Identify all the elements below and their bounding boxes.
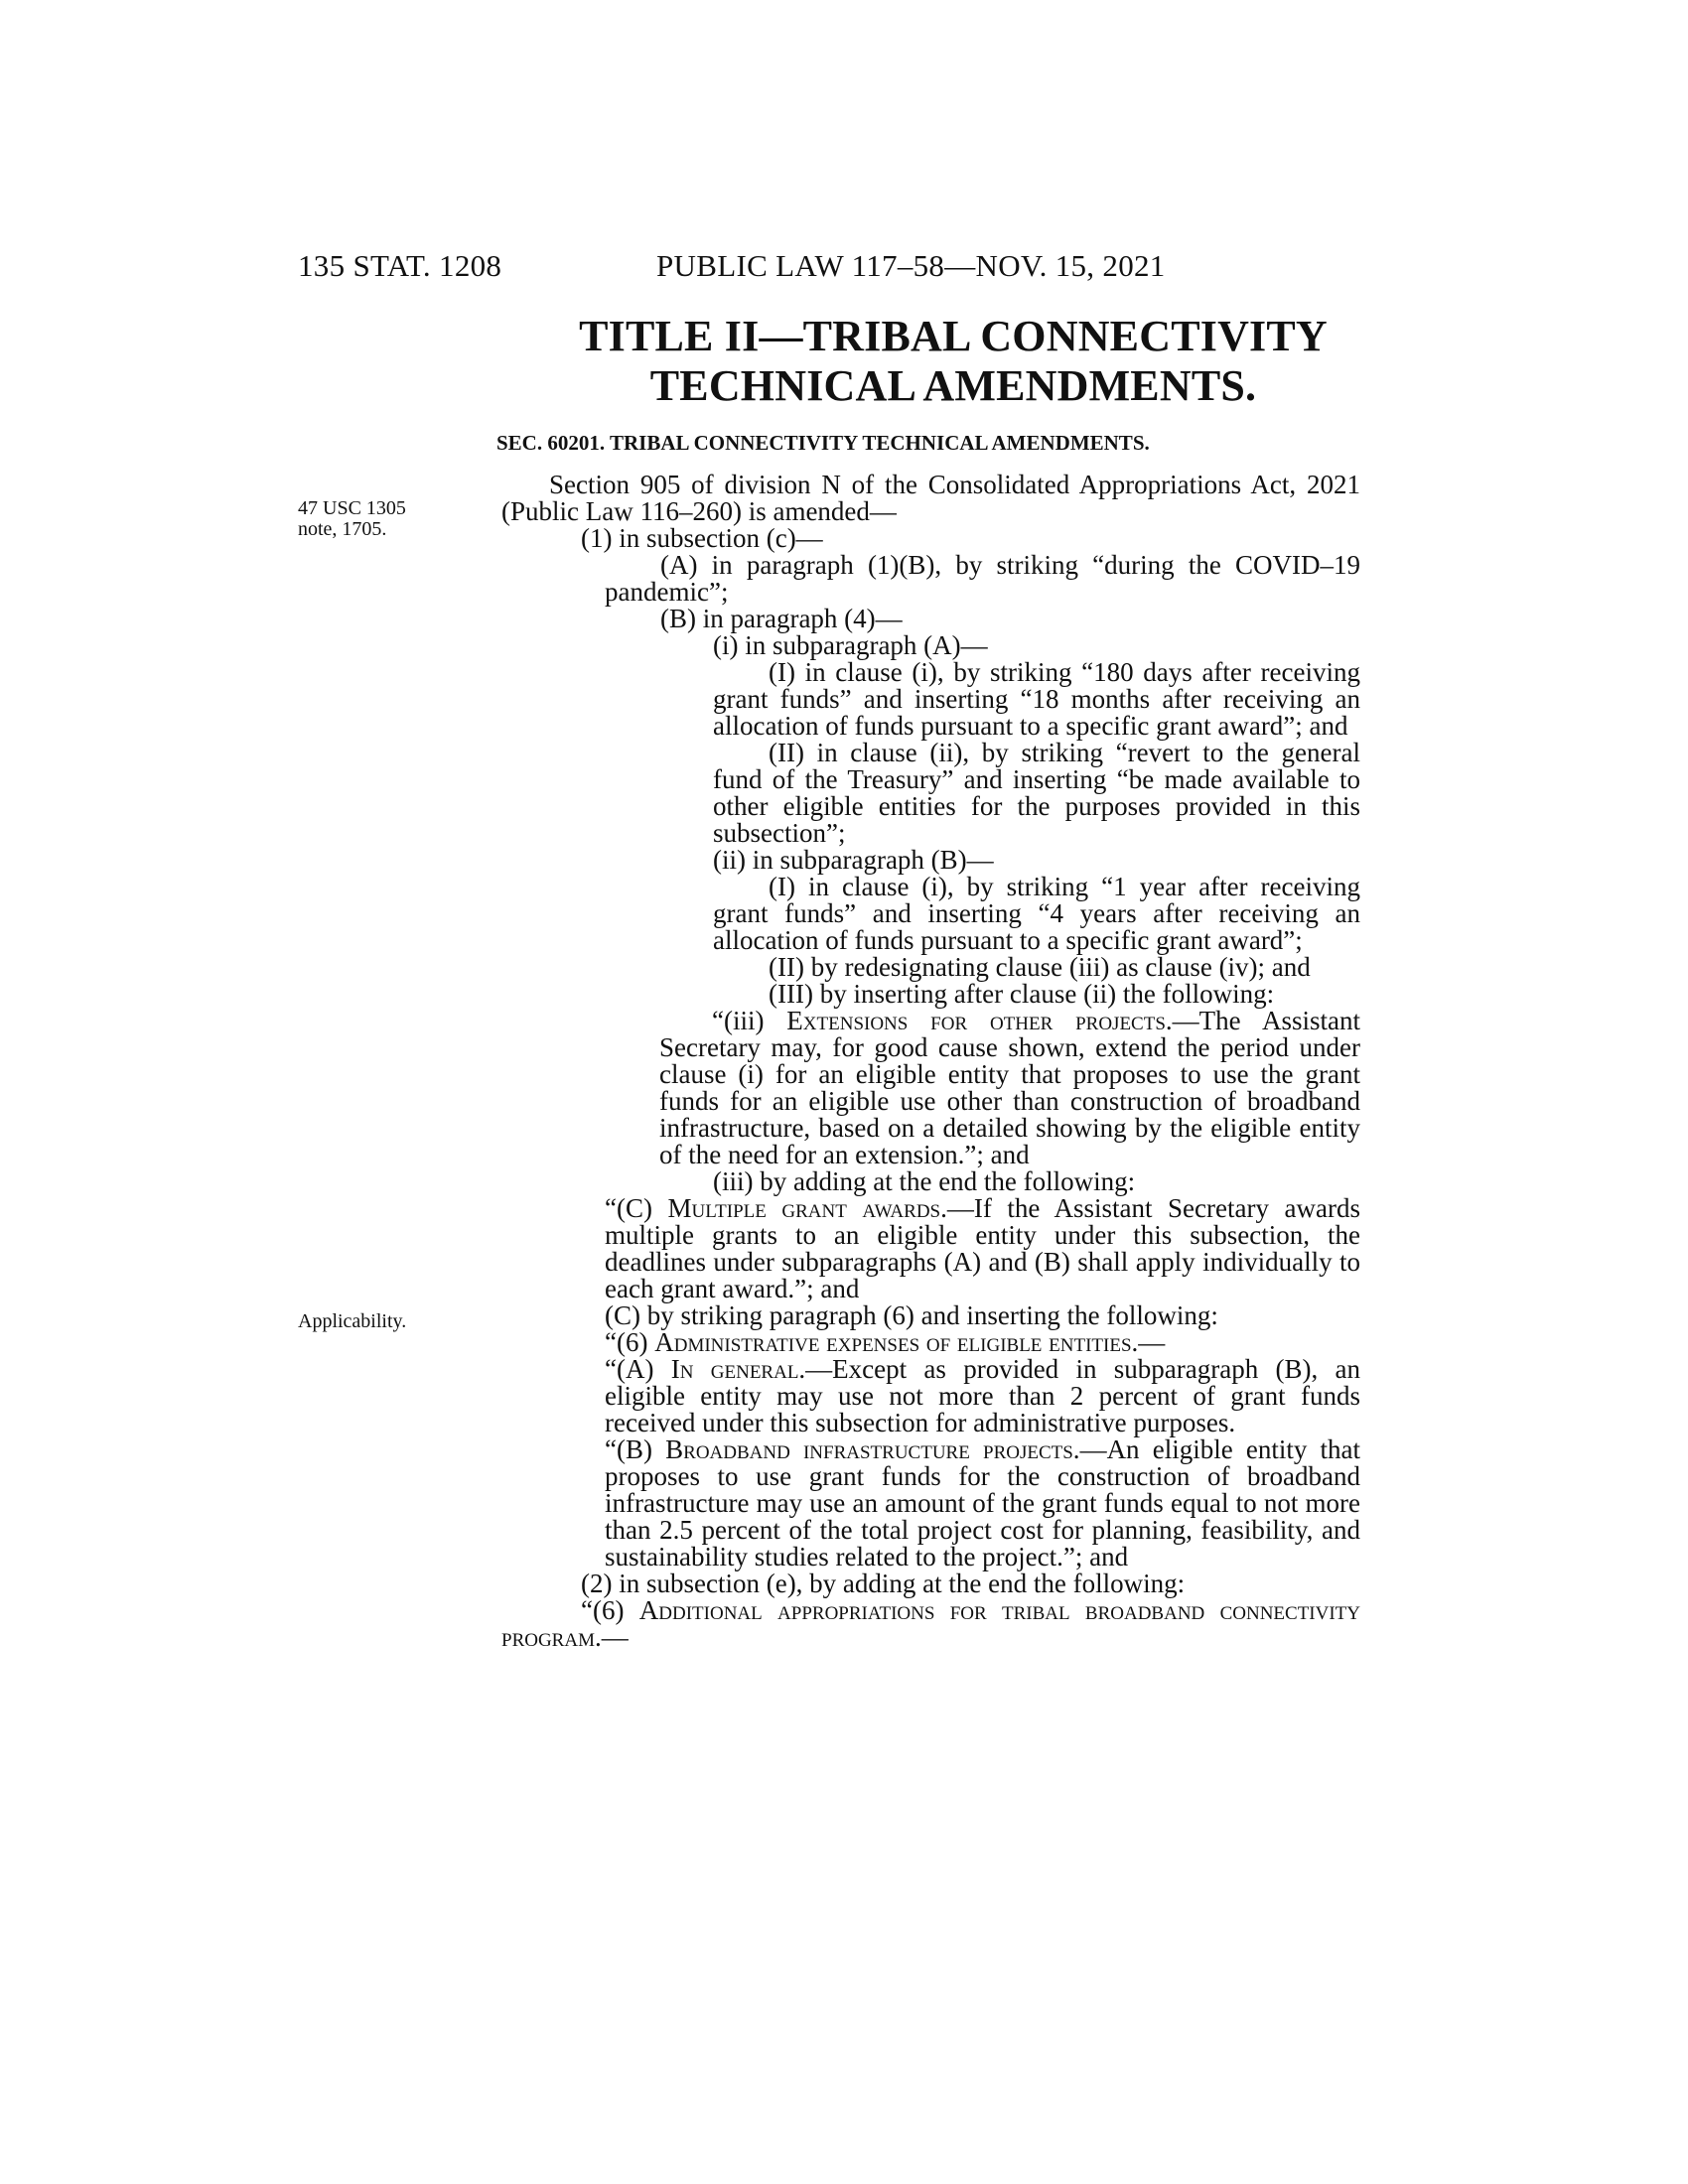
- paragraph-2: (2) in subsection (e), by adding at the end the following:: [581, 1569, 1186, 1598]
- quoted-clause-iii-text: —The Assistant Secretary may, for good cause shown, extend the period under clause (i) for an eligible entity that proposes to use the grant funds for an eligible use other than construction of broadband infrastructure, based on a detailed showing by the eligible entity of the need for an extension.”; and: [659, 1006, 1360, 1169]
- statute-page-number: 135 STAT. 1208: [298, 248, 502, 283]
- quoted-paragraph-6: [501, 1329, 1360, 1356]
- quoted-clause-iii: [501, 1008, 1360, 1168]
- paragraph-1-B: (B) in paragraph (4)—: [660, 604, 903, 633]
- paragraph-1-A: (A) in paragraph (1)(B), by striking “during the COVID–19 pandemic”;: [605, 550, 1360, 607]
- quoted-paragraph-6-dash: —: [1138, 1327, 1166, 1357]
- quoted-paragraph-6-lead: “(6): [605, 1327, 655, 1357]
- quoted-subparagraph-6-A-heading: In general.: [670, 1354, 806, 1384]
- quoted-paragraph-6-appropriations: [501, 1597, 1360, 1651]
- quoted-subparagraph-C-heading: Multiple grant awards.: [667, 1193, 947, 1223]
- paragraph-1-B-iii: (iii) by adding at the end the following:: [713, 1166, 1136, 1196]
- quoted-paragraph-6-appropriations-lead: “(6): [581, 1595, 639, 1625]
- quoted-clause-iii-heading: Extensions for other projects.: [786, 1006, 1173, 1035]
- quoted-subparagraph-C-text: —If the Assistant Secretary awards multiple grants to an eligible entity under this subsection, the deadlines under subparagraphs (A) and (B) shall apply individually to each grant award.”; and: [605, 1193, 1360, 1303]
- quoted-clause-iii-lead: “(iii): [712, 1006, 787, 1035]
- paragraph-1-B-ii-II: (II) by redesignating clause (iii) as clause (iv); and: [769, 952, 1311, 982]
- quoted-paragraph-6-appropriations-heading: Additional appropriations for tribal broadband connectivity program.: [501, 1595, 1360, 1652]
- quoted-subparagraph-6-B-text: —An eligible entity that proposes to use grant funds for the construction of broadband infrastructure may use an amount of the grant funds equal to not more than 2.5 percent of the total project cost for planning, feasibility, and sustainability studies related to the project.”; and: [605, 1434, 1360, 1571]
- quoted-paragraph-6-heading: Administrative expenses of eligible entities.: [654, 1327, 1139, 1357]
- quoted-subparagraph-6-A: [501, 1356, 1360, 1436]
- quoted-subparagraph-6-A-lead: “(A): [605, 1354, 671, 1384]
- paragraph-1-B-i: (i) in subparagraph (A)—: [713, 630, 988, 660]
- quoted-subparagraph-6-B: [501, 1436, 1360, 1570]
- paragraph-1: (1) in subsection (c)—: [581, 523, 823, 553]
- quoted-subparagraph-6-B-lead: “(B): [605, 1434, 666, 1464]
- intro-paragraph: Section 905 of division N of the Consolidated Appropriations Act, 2021 (Public Law 116–260) is amended—: [501, 470, 1360, 526]
- paragraph-1-B-i-I: (I) in clause (i), by striking “180 days after receiving grant funds” and inserting “18 months after receiving an allocation of funds pursuant to a specific grant award”; and: [713, 657, 1360, 741]
- quoted-paragraph-6-appropriations-dash: —: [601, 1622, 629, 1652]
- margin-note-applicability: Applicability.: [298, 1310, 407, 1332]
- title-line-2: TECHNICAL AMENDMENTS.: [649, 361, 1257, 410]
- quoted-subparagraph-C: [501, 1195, 1360, 1302]
- quoted-subparagraph-6-A-text: —Except as provided in subparagraph (B), an eligible entity may use not more than 2 percent of grant funds received under this subsection for administrative purposes.: [605, 1354, 1360, 1437]
- title-line-1: TITLE II—TRIBAL CONNECTIVITY: [579, 312, 1328, 360]
- paragraph-1-B-ii-III: (III) by inserting after clause (ii) the following:: [769, 979, 1275, 1009]
- document-body: [501, 472, 1360, 1651]
- margin-note-usc: 47 USC 1305 note, 1705.: [298, 497, 406, 540]
- quoted-subparagraph-C-lead: “(C): [605, 1193, 668, 1223]
- paragraph-1-B-ii: (ii) in subparagraph (B)—: [713, 845, 994, 875]
- public-law-header: PUBLIC LAW 117–58—NOV. 15, 2021: [656, 248, 1166, 283]
- paragraph-1-B-i-II: (II) in clause (ii), by striking “revert to the general fund of the Treasury” and inserting “be made available to other eligible entities for the purposes provided in this subsection”;: [713, 738, 1360, 848]
- section-heading: SEC. 60201. TRIBAL CONNECTIVITY TECHNICAL AMENDMENTS.: [496, 431, 1150, 455]
- paragraph-1-B-ii-I: (I) in clause (i), by striking “1 year after receiving grant funds” and inserting “4 years after receiving an allocation of funds pursuant to a specific grant award”;: [713, 872, 1360, 955]
- paragraph-1-C: (C) by striking paragraph (6) and inserting the following:: [605, 1300, 1218, 1330]
- quoted-subparagraph-6-B-heading: Broadband infrastructure projects.: [665, 1434, 1080, 1464]
